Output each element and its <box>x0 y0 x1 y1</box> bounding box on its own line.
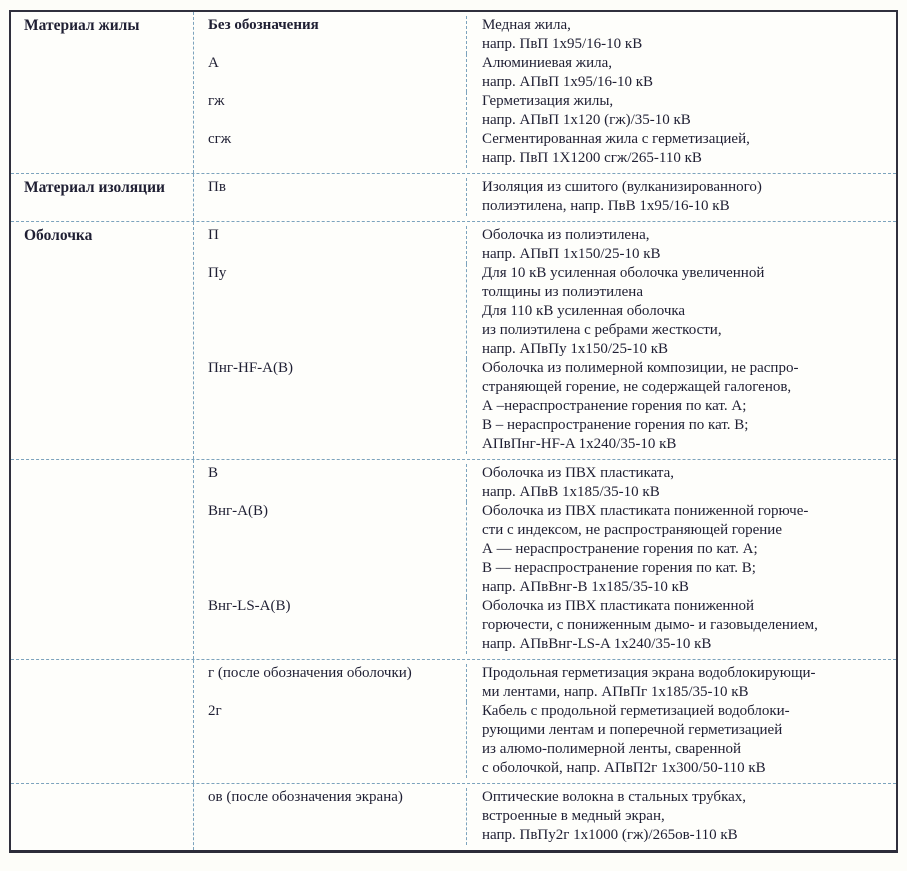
designation-code-cell: сгж <box>194 130 467 168</box>
designation-code-cell: Внг-А(В) <box>194 502 467 597</box>
section-entries <box>194 12 896 173</box>
table-section-row <box>11 173 896 221</box>
table-section-row <box>11 221 896 459</box>
description-line: Кабель с продольной герметизацией водоблоки- <box>482 703 790 719</box>
designation-code-cell: А <box>194 54 467 92</box>
description-line: В – нераспространение горения по кат. В; <box>482 417 749 433</box>
description-line: ми лентами, напр. АПвПг 1x185/35-10 кВ <box>482 684 749 700</box>
category-cell: Материал изоляции <box>11 174 194 221</box>
designation-code-cell: П <box>194 226 467 264</box>
description-cell <box>467 502 896 597</box>
description-line: Герметизация жилы, <box>482 93 614 109</box>
description-line: рующими лентам и поперечной герметизацией <box>482 722 783 738</box>
description-line: Оптические волокна в стальных трубках, <box>482 789 747 805</box>
designation-code-cell: Пнг-HF-A(B) <box>194 359 467 454</box>
description-line: напр. ПвП 1x95/16-10 кВ <box>482 36 643 52</box>
table-entry-row <box>194 264 896 359</box>
section-entries <box>194 460 896 659</box>
section-entries <box>194 784 896 850</box>
designation-code-cell: 2г <box>194 702 467 778</box>
description-line: напр. ПвП 1X1200 сгж/265-110 кВ <box>482 150 702 166</box>
description-line: из полиэтилена с ребрами жесткости, <box>482 322 722 338</box>
description-cell <box>467 178 896 216</box>
description-line: встроенные в медный экран, <box>482 808 665 824</box>
category-cell <box>11 460 194 659</box>
table-entry-row <box>194 16 896 54</box>
table-entry-row <box>194 597 896 654</box>
designation-code-cell: В <box>194 464 467 502</box>
table-section-row <box>11 459 896 659</box>
table-section-row <box>11 659 896 783</box>
description-line: напр. АПвП 1x150/25-10 кВ <box>482 246 661 262</box>
designation-code-cell: Внг-LS-A(B) <box>194 597 467 654</box>
designation-code-cell: Пв <box>194 178 467 216</box>
description-cell <box>467 226 896 264</box>
table-entry-row <box>194 464 896 502</box>
section-entries <box>194 222 896 459</box>
table-entry-row <box>194 130 896 168</box>
description-line: А — нераспространение горения по кат. А; <box>482 541 758 557</box>
description-cell <box>467 359 896 454</box>
description-line: В — нераспространение горения по кат. В; <box>482 560 756 576</box>
designation-code-cell: Пу <box>194 264 467 359</box>
description-line: Для 110 кВ усиленная оболочка <box>482 303 686 319</box>
description-line: напр. АПвВ 1x185/35-10 кВ <box>482 484 660 500</box>
description-line: страняющей горение, не содержащей галогенов, <box>482 379 792 395</box>
description-cell <box>467 464 896 502</box>
table-entry-row <box>194 502 896 597</box>
table-entry-row <box>194 178 896 216</box>
description-line: Медная жила, <box>482 17 571 33</box>
description-cell <box>467 702 896 778</box>
category-cell <box>11 784 194 850</box>
description-line: АПвПнг-HF-A 1x240/35-10 кВ <box>482 436 677 452</box>
category-cell <box>11 660 194 783</box>
table-entry-row <box>194 702 896 778</box>
description-line: напр. ПвПу2г 1x1000 (гж)/265ов-110 кВ <box>482 827 738 843</box>
description-cell <box>467 130 896 168</box>
description-line: Алюминиевая жила, <box>482 55 613 71</box>
description-cell <box>467 16 896 54</box>
description-line: напр. АПвПу 1x150/25-10 кВ <box>482 341 669 357</box>
designation-code-cell: гж <box>194 92 467 130</box>
description-line: Для 10 кВ усиленная оболочка увеличенной <box>482 265 765 281</box>
description-line: из алюмо-полимерной ленты, сваренной <box>482 741 742 757</box>
section-entries <box>194 174 896 221</box>
designation-code-cell: ов (после обозначения экрана) <box>194 788 467 845</box>
description-cell <box>467 597 896 654</box>
designation-code-cell: г (после обозначения оболочки) <box>194 664 467 702</box>
designation-code-cell: Без обозначения <box>194 16 467 54</box>
description-line: толщины из полиэтилена <box>482 284 643 300</box>
description-line: напр. АПвВнг-В 1x185/35-10 кВ <box>482 579 689 595</box>
description-line: Сегментированная жила с герметизацией, <box>482 131 750 147</box>
description-line: Продольная герметизация экрана водоблокирующи- <box>482 665 816 681</box>
category-cell: Материал жилы <box>11 12 194 173</box>
description-line: сти с индексом, не распространяющей горение <box>482 522 782 538</box>
section-entries <box>194 660 896 783</box>
description-line: полиэтилена, напр. ПвВ 1x95/16-10 кВ <box>482 198 730 214</box>
table-section-row <box>11 12 896 173</box>
description-line: Изоляция из сшитого (вулканизированного) <box>482 179 762 195</box>
description-line: Оболочка из ПВХ пластиката, <box>482 465 675 481</box>
table-section-row <box>11 783 896 850</box>
description-line: напр. АПвП 1x120 (гж)/35-10 кВ <box>482 112 691 128</box>
table-entry-row <box>194 226 896 264</box>
description-cell <box>467 664 896 702</box>
description-line: напр. АПвП 1x95/16-10 кВ <box>482 74 654 90</box>
cable-marking-table <box>9 10 898 853</box>
description-line: напр. АПвВнг-LS-A 1x240/35-10 кВ <box>482 636 712 652</box>
description-cell <box>467 92 896 130</box>
description-line: Оболочка из ПВХ пластиката пониженной горюче- <box>482 503 809 519</box>
description-line: Оболочка из полиэтилена, <box>482 227 650 243</box>
description-cell <box>467 54 896 92</box>
table-entry-row <box>194 664 896 702</box>
category-cell: Оболочка <box>11 222 194 459</box>
description-cell <box>467 264 896 359</box>
description-cell <box>467 788 896 845</box>
description-line: А –нераспространение горения по кат. А; <box>482 398 747 414</box>
table-entry-row <box>194 788 896 845</box>
description-line: с оболочкой, напр. АПвП2г 1x300/50-110 кВ <box>482 760 766 776</box>
description-line: Оболочка из ПВХ пластиката пониженной <box>482 598 754 614</box>
table-entry-row <box>194 54 896 92</box>
description-line: Оболочка из полимерной композиции, не распро- <box>482 360 799 376</box>
table-entry-row <box>194 92 896 130</box>
description-line: горючести, с пониженным дымо- и газовыделением, <box>482 617 818 633</box>
table-entry-row <box>194 359 896 454</box>
